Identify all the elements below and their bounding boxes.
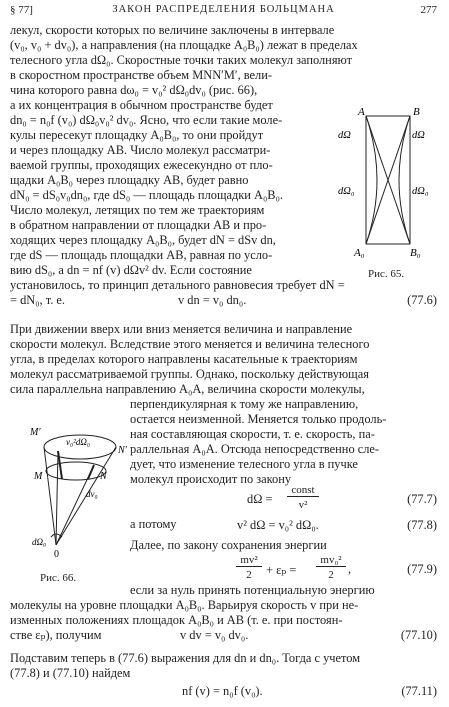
label-N: N [100,471,107,482]
eq-denominator: 2 [246,569,252,581]
text-line: молекул рассматриваемой группы. Однако, поскольку действующая [10,367,369,381]
equation-number: (77.6) [407,293,437,307]
text-line: перпендикулярная к тому же направлению, [130,397,359,411]
text-line: лекул, скорости которых по величине заключены в интервале [10,23,335,37]
text-line: Число молекул, летящих по тем же траекториям [10,203,265,217]
equation-77-8: v² dΩ = v₀² dΩ₀. [237,518,319,532]
fig65-curve [366,116,377,244]
eq-numerator: mv² [236,554,262,567]
label-M-prime: M′ [30,427,41,438]
fig66-cone-side [44,447,56,545]
equation-77-11: nf (v) = n₀f (v₀). [182,684,263,698]
fig65-curve [399,116,410,244]
text-potomu: а потому [130,517,177,531]
section-ref: § 77] [10,4,33,16]
text-line: dn₀ = n₀f (v₀) dΩ₀v₀² dv₀. Ясно, что если такие моле- [10,113,283,127]
equation-number: (77.9) [407,562,437,576]
paragraph-2-wrap [130,397,434,487]
equation-number: (77.8) [407,518,437,532]
text-line: dN₀ = dS₀v₀dn₀, где dS₀ — площадь площадки A₀B₀. [10,188,283,202]
eq-numerator: mv₀² [316,554,346,567]
fig66-element [88,465,94,479]
text-line: (77.8) и (77.10) найдем [10,666,131,680]
text-line: молекул происходит по закону [130,472,292,486]
text-line: = dN₀, т. е. [10,293,66,307]
text-line: молекулы на уровне площадки A₀B₀. Варьируя скорость v при не- [10,598,359,612]
text-line: в скоростном пространстве объем MNN′M′, вели- [10,68,272,82]
eq-denominator: 2 [328,569,334,581]
label-dOmega: dΩ [338,130,351,141]
text-line: сила параллельна направлению A₀A, величина скорости молекулы, [10,382,365,396]
text-line: Подставим теперь в (77.6) выражения для dn и dn₀. Тогда с учетом [10,651,361,665]
text-line: скорости молекул. Вследствие этого меняется и величина телесного [10,337,370,351]
label-A: A [358,108,365,118]
label-dOmega0: dΩ₀ [338,186,355,197]
text-line: в обратном направлении от площадки AB и про- [10,218,267,232]
label-M: M [34,471,43,482]
label-dv0: dv₀ [86,489,98,499]
figure-66 [18,425,128,575]
running-title: ЗАКОН РАСПРЕДЕЛЕНИЯ БОЛЬЦМАНА [112,4,335,15]
equation-77-9 [236,554,366,584]
equation-77-10: v dv = v₀ dv₀. [180,628,249,642]
eq-tail: , [348,562,352,576]
label-origin: 0 [54,549,59,560]
paragraph-1-wrap [10,83,330,278]
text-line: чина которого равна dω₀ = v₀² dΩ₀dv₀ (рис. 66), [10,83,258,97]
eq-middle: + εₚ = [266,563,297,577]
text-line: (v₀, v₀ + dv₀), а направления (на площадке A₀B₀) лежат в пределах [10,38,358,52]
text-line: вию dS₀, а dn = nf (v) dΩv² dv. Если состояние [10,263,252,277]
text-line: ная составляющая скорости, т. е. скорость, па- [130,427,375,441]
text-line: стве εₚ), получим [10,628,102,642]
text-line: При движении вверх или вниз меняется величина и направление [10,322,353,336]
label-dOmega0: dΩ₀ [412,186,429,197]
eq-denominator: v² [298,499,308,511]
page-number: 277 [420,4,437,16]
text-line: где dS — площадь площадки AB, равная по усло- [10,248,273,262]
label-dOmega: dΩ [412,130,425,141]
fig66-ray [56,451,58,545]
label-B0: B₀ [410,247,421,259]
text-line: раллельная A₀A. Отсюда непосредственно сле- [130,442,380,456]
label-dOmega0: dΩ₀ [32,537,47,547]
equation-number: (77.7) [407,492,437,506]
label-A0: A₀ [354,247,365,259]
equation-77-6: v dn = v₀ dn₀. [178,293,247,307]
paragraph-1-top [10,23,434,83]
text-line: телесного угла dΩ₀. Скоростные точки таких молекул заполняют [10,53,353,67]
text-line: а их концентрация в обычном пространстве будет [10,98,273,112]
page-header [10,4,437,20]
text-line: кулы пересекут площадку A₀B₀, то они пройдут [10,128,264,142]
text-line: ваемой группы, проходящих ежесекундно от пло- [10,158,273,172]
label-B: B [413,108,420,118]
equation-number: (77.11) [401,684,437,698]
text-line: установилось, то принцип детального равновесия требует dN = [10,278,345,292]
text-line: и через площадку AB. Число молекул рассматри- [10,143,271,157]
label-v0-dOmega0: v₀²dΩ₀ [66,437,90,447]
eq-lhs: dΩ = [247,492,273,506]
figure-65-caption: Рис. 65. [368,268,405,280]
text-line: ходящих через площадку A₀B₀, будет dN = dSv dn, [10,233,276,247]
fig66-element [58,451,62,479]
text-line: дует, что изменение телесного угла в пучке [130,457,358,471]
text-line: угла, в пределах которого направлены касательные к траекториям [10,352,358,366]
figure-66-caption: Рис. 66. [40,572,77,584]
figure-65 [338,108,434,268]
text-dalee: Далее, по закону сохранения энергии [130,538,327,552]
text-line: остается неизменной. Меняется только продоль- [130,412,387,426]
eq-numerator: const [287,484,319,497]
text-line: изменных положениях площадок A₀B₀ и AB (т. е. при постоян- [10,613,343,627]
equation-number: (77.10) [400,628,437,642]
text-line: щадки A₀B₀ через площадку AB, будет равно [10,173,249,187]
text-line: если за нуль принять потенциальную энергию [130,583,375,597]
label-N-prime: N′ [118,445,127,456]
paragraph-2-top [10,322,434,397]
paragraph-4 [10,651,434,681]
